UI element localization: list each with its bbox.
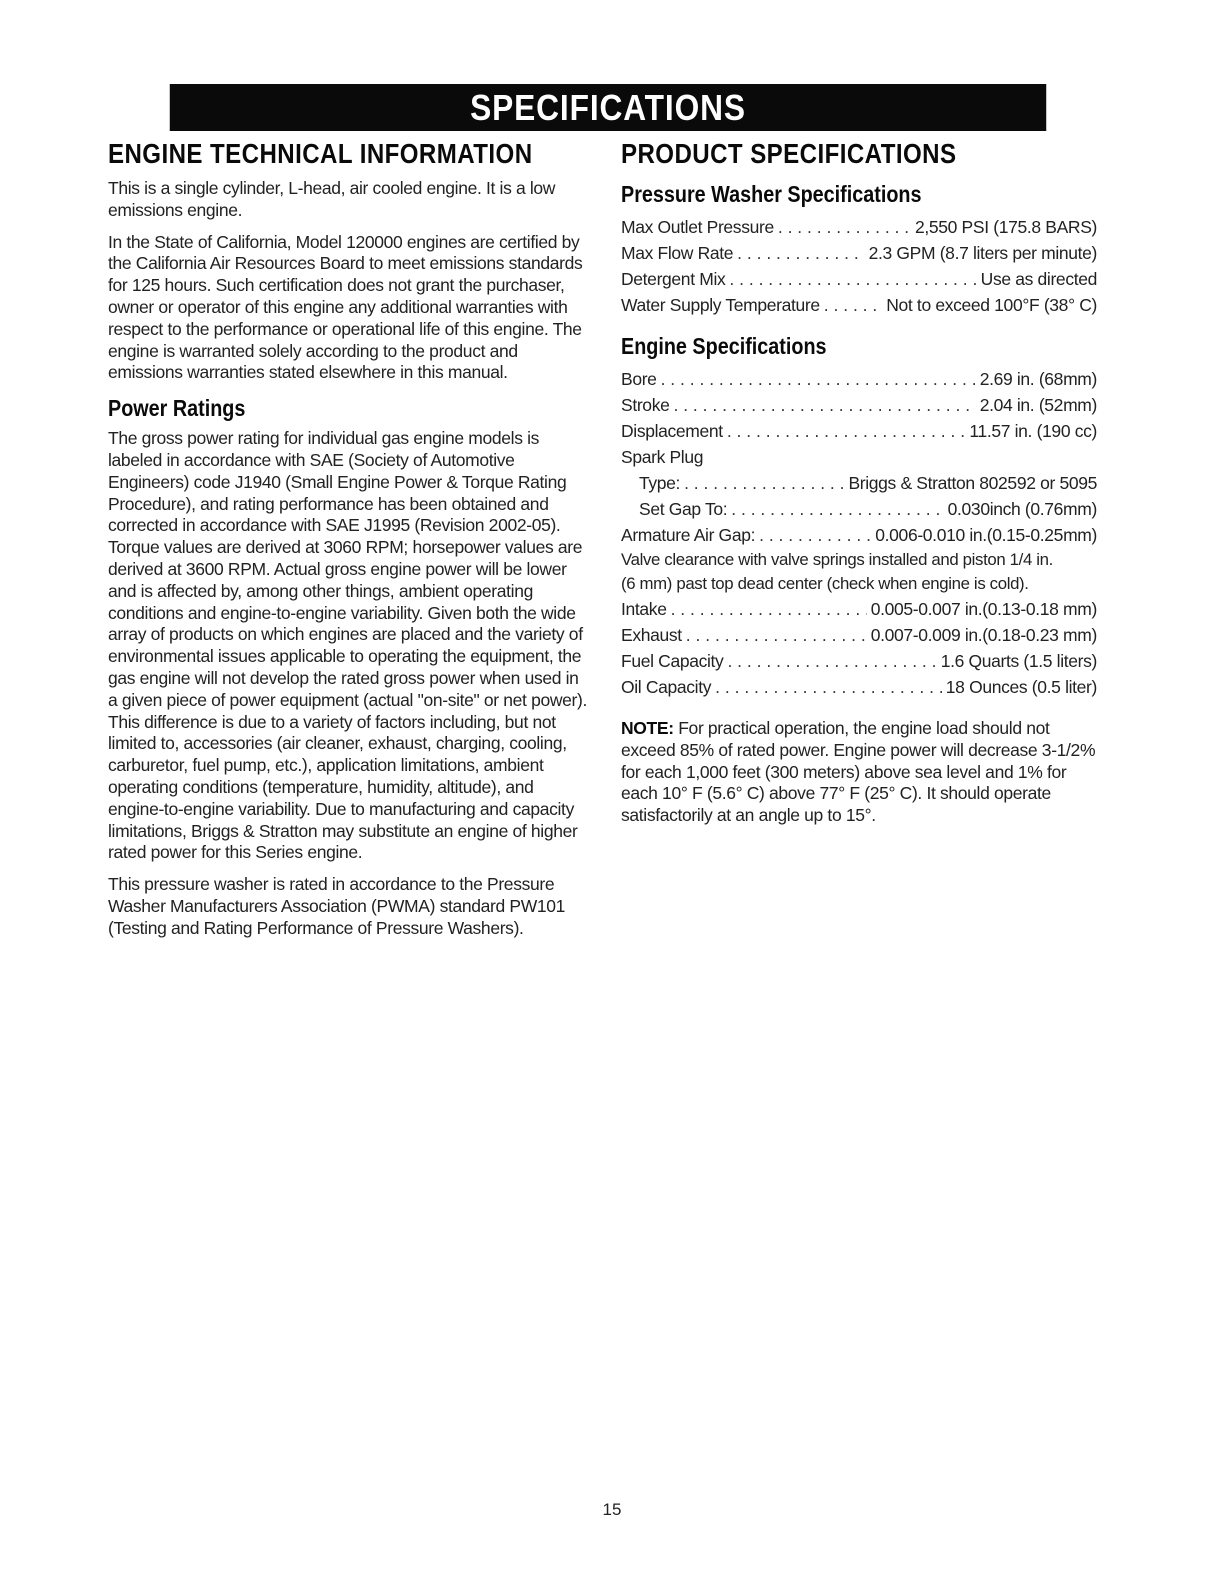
spec-row-displacement <box>621 418 1097 444</box>
spec-row-detergent-mix <box>621 266 1097 292</box>
valve-clearance-line-2: (6 mm) past top dead center (check when engine is cold). <box>621 574 1029 593</box>
note-text: For practical operation, the engine load should not exceed 85% of rated power. Engine power will decrease 3-1/2% for each 1,000 feet (300 meters) above sea level and 1% for each 10° F (5.6° C) above 77° F (25° C). It should operate satisfactorily at an angle up to 15°. <box>621 718 1096 826</box>
leader-dots <box>778 214 911 240</box>
spec-label: Max Outlet Pressure <box>621 217 774 237</box>
intro-paragraph-1: This is a single cylinder, L-head, air cooled engine. It is a low emissions engine. <box>108 178 556 220</box>
spec-row-oil-capacity <box>621 674 1097 700</box>
spec-label: Set Gap To: <box>639 499 728 519</box>
spec-label: Detergent Mix <box>621 269 726 289</box>
spec-row-water-supply-temperature <box>621 292 1097 318</box>
spec-row-max-outlet-pressure <box>621 214 1097 240</box>
spec-value: 1.6 Quarts (1.5 liters) <box>940 651 1097 671</box>
power-ratings-paragraph-2: This pressure washer is rated in accordance to the Pressure Washer Manufacturers Association (PWMA) standard PW101 (Testing and Rating Performance of Pressure Washers). <box>108 874 566 938</box>
spec-label: Stroke <box>621 395 670 415</box>
spec-value: 11.57 in. (190 cc) <box>969 421 1097 441</box>
spec-row-spark-type <box>621 470 1097 496</box>
spec-row-exhaust <box>621 622 1097 648</box>
spec-label: Fuel Capacity <box>621 651 724 671</box>
leader-dots <box>759 522 871 548</box>
engine-specs-heading: Engine Specifications <box>621 333 827 359</box>
spec-label: Bore <box>621 369 657 389</box>
note-paragraph <box>621 718 1097 827</box>
page-number: 15 <box>602 1500 622 1519</box>
leader-dots <box>824 292 882 318</box>
spark-plug-label: Spark Plug <box>621 447 704 467</box>
leader-dots <box>729 266 976 292</box>
leader-dots <box>673 392 975 418</box>
spec-value: 0.006-0.010 in.(0.15-0.25mm) <box>875 525 1097 545</box>
spec-row-bore <box>621 366 1097 392</box>
spec-label: Armature Air Gap: <box>621 525 756 545</box>
spec-value: 0.007-0.009 in.(0.18-0.23 mm) <box>870 625 1097 645</box>
spec-value: Not to exceed 100°F (38° C) <box>886 295 1097 315</box>
spec-row-intake <box>621 596 1097 622</box>
spec-value: 0.030inch (0.76mm) <box>947 499 1097 519</box>
spec-row-max-flow-rate <box>621 240 1097 266</box>
spec-value: 2.69 in. (68mm) <box>979 369 1097 389</box>
spec-row-stroke <box>621 392 1097 418</box>
leader-dots <box>684 470 844 496</box>
spec-value: Use as directed <box>980 269 1097 289</box>
spec-row-spark-gap <box>621 496 1097 522</box>
spec-value: 2.04 in. (52mm) <box>979 395 1097 415</box>
leader-dots <box>727 648 936 674</box>
power-ratings-heading: Power Ratings <box>108 395 246 422</box>
spec-value: Briggs & Stratton 802592 or 5095 <box>848 473 1097 493</box>
valve-clearance-line-1: Valve clearance with valve springs installed and piston 1/4 in. <box>621 550 1053 569</box>
spec-label: Intake <box>621 599 667 619</box>
leader-dots <box>671 596 867 622</box>
spec-row-fuel-capacity <box>621 648 1097 674</box>
intro-paragraph-2: In the State of California, Model 120000 engines are certified by the California Air Resources Board to meet emissions standards for 125 hours. Such certification does not grant the purchaser, owner or operator of this engine any additional warranties with respect to the performance or operational life of this engine. The engine is warranted solely according to the product and emissions warranties stated elsewhere in this manual. <box>108 231 583 383</box>
spec-value: 2,550 PSI (175.8 BARS) <box>915 217 1097 237</box>
spec-label: Displacement <box>621 421 723 441</box>
product-specifications-heading: PRODUCT SPECIFICATIONS <box>621 138 957 169</box>
power-ratings-paragraph-1: The gross power rating for individual gas engine models is labeled in accordance with SAE (Society of Automotive Engineers) code J1940 (Small Engine Power & Torque Rating Procedure), and rating performance has been obtained and corrected in accordance with SAE J1995 (Revision 2002-05). Torque values are derived at 3060 RPM; horsepower values are derived at 3600 RPM. Actual gross engine power will be lower and is affected by, among other things, ambient operating conditions and engine-to-engine variability. Given both the wide array of products on which engines are placed and the variety of environmental issues applicable to operating the equipment, the gas engine will not develop the rated gross power when used in a given piece of power equipment (actual "on-site" or net power). This difference is due to a variety of factors including, but not limited to, accessories (air cleaner, exhaust, charging, cooling, carburetor, fuel pump, etc.), application limitations, ambient operating conditions (temperature, humidity, altitude), and engine-to-engine variability. Due to manufacturing and capacity limitations, Briggs & Stratton may substitute an engine of higher rated power for this Series engine. <box>108 428 587 863</box>
spec-label: Exhaust <box>621 625 682 645</box>
leader-dots <box>731 496 943 522</box>
spec-label: Max Flow Rate <box>621 243 734 263</box>
engine-technical-heading: ENGINE TECHNICAL INFORMATION <box>108 138 533 169</box>
right-column <box>621 138 1097 837</box>
spec-value: 0.005-0.007 in.(0.13-0.18 mm) <box>870 599 1097 619</box>
leader-dots <box>715 674 942 700</box>
spec-value: 2.3 GPM (8.7 liters per minute) <box>868 243 1097 263</box>
leader-dots <box>661 366 976 392</box>
spec-row-armature-air-gap <box>621 522 1097 548</box>
page-banner-title: SPECIFICATIONS <box>170 84 1046 131</box>
leader-dots <box>727 418 966 444</box>
note-label: NOTE: <box>621 718 674 738</box>
pressure-washer-specs-heading: Pressure Washer Specifications <box>621 181 922 207</box>
spec-value: 18 Ounces (0.5 liter) <box>945 677 1097 697</box>
leader-dots <box>737 240 864 266</box>
spec-label: Oil Capacity <box>621 677 712 697</box>
leader-dots <box>686 622 867 648</box>
left-column <box>108 138 592 950</box>
spec-label: Water Supply Temperature <box>621 295 820 315</box>
spec-label: Type: <box>639 473 681 493</box>
